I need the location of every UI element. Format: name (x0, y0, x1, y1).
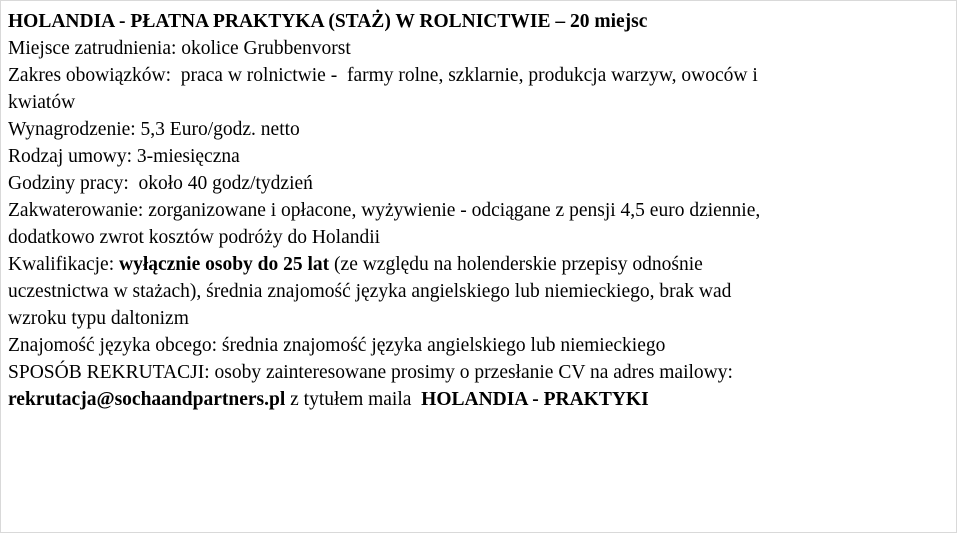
housing-line-1: Zakwaterowanie: zorganizowane i opłacone, wyżywienie - odciągane z pensji 4,5 euro dziennie, (8, 200, 761, 221)
recruitment-method: SPOSÓB REKRUTACJI: osoby zainteresowane prosimy o przesłanie CV na adres mailowy: (8, 362, 733, 383)
qualifications-age-limit: wyłącznie osoby do 25 lat (119, 254, 330, 275)
email-address[interactable]: rekrutacja@sochaandpartners.pl (8, 389, 286, 410)
contract: Rodzaj umowy: 3-miesięczna (8, 146, 240, 167)
email-subject: HOLANDIA - PRAKTYKI (421, 389, 649, 410)
qualifications-line-2: uczestnictwa w stażach), średnia znajomość języka angielskiego lub niemieckiego, brak wad (8, 281, 732, 302)
offer-title: HOLANDIA - PŁATNA PRAKTYKA (STAŻ) W ROLNICTWIE – 20 miejsc (8, 11, 648, 32)
qualifications-line-1 (8, 251, 948, 278)
duties-line-2: kwiatów (8, 92, 76, 113)
qualifications-line-3: wzroku typu daltonizm (8, 308, 189, 329)
language-requirement: Znajomość języka obcego: średnia znajomość języka angielskiego lub niemieckiego (8, 335, 666, 356)
housing-line-2: dodatkowo zwrot kosztów podróży do Holandii (8, 227, 381, 248)
qualifications-note: (ze względu na holenderskie przepisy odnośnie (329, 254, 703, 275)
qualifications-label: Kwalifikacje: (8, 254, 119, 275)
working-hours: Godziny pracy: około 40 godz/tydzień (8, 173, 313, 194)
duties-line-1: Zakres obowiązków: praca w rolnictwie - farmy rolne, szklarnie, produkcja warzyw, owoców i (8, 65, 758, 86)
location: Miejsce zatrudnienia: okolice Grubbenvorst (8, 38, 351, 59)
contact-line (8, 386, 948, 413)
job-offer (8, 8, 948, 413)
salary: Wynagrodzenie: 5,3 Euro/godz. netto (8, 119, 300, 140)
subject-text: z tytułem maila (285, 389, 422, 410)
